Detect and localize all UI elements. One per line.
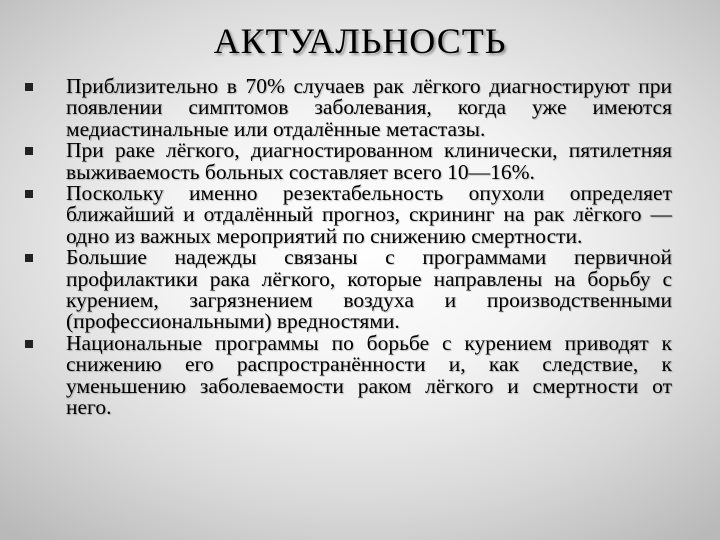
bullet-text: Национальные программы по борьбе с курением приводят к снижению его распространённости и, как следствие, к уменьшению заболеваемости раком лёгкого и смертности от него. [66, 330, 672, 420]
square-bullet-icon [25, 340, 33, 348]
bullet-item [22, 140, 672, 183]
square-bullet-icon [25, 254, 33, 262]
square-bullet-icon [25, 147, 33, 155]
bullet-item [22, 183, 672, 247]
bullet-text: При раке лёгкого, диагностированном клинически, пятилетняя выживаемость больных составляет всего 10—16%. [66, 138, 672, 184]
bullet-item [22, 247, 672, 333]
square-bullet-icon [25, 190, 33, 198]
bullet-item [22, 330, 672, 420]
bullet-item [22, 76, 672, 140]
slide-title: АКТУАЛЬНОСТЬ [213, 21, 507, 61]
bullet-list [22, 76, 672, 419]
bullet-text: Приблизительно в 70% случаев рак лёгкого диагностируют при появлении симптомов заболевания, когда уже имеются медиастинальные или отдалённые метастазы. [66, 74, 672, 141]
square-bullet-icon [25, 83, 33, 91]
bullet-text: Поскольку именно резектабельность опухоли определяет ближайший и отдалённый прогноз, скрининг на рак лёгкого — одно из важных мероприятий по снижению смертности. [66, 181, 672, 248]
bullet-text: Большие надежды связаны с программами первичной профилактики рака лёгкого, которые направлены на борьбу с курением, загрязнением воздуха и производственными (профессиональными) вредностями. [66, 245, 672, 334]
